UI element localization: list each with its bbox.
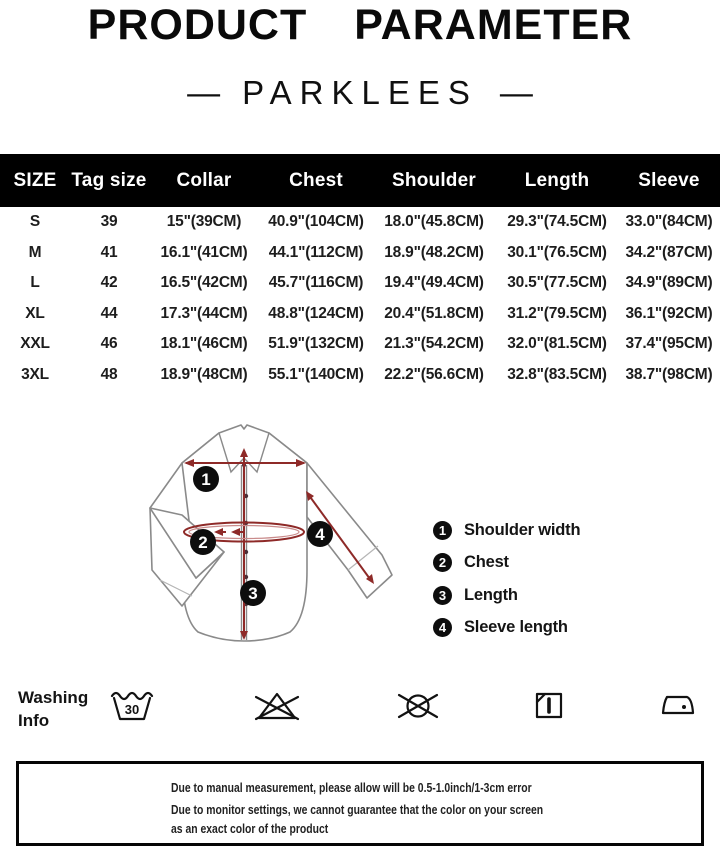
note-monitor-line1: Due to monitor settings, we cannot guarantee that the color on your screen bbox=[171, 802, 544, 817]
diagram-badge-1 bbox=[193, 466, 219, 492]
size-table-header bbox=[0, 154, 720, 207]
cell-length: 31.2"(79.5CM) bbox=[507, 304, 607, 322]
legend-bullet-2: 2 bbox=[433, 553, 452, 572]
table-row bbox=[0, 329, 720, 360]
cell-sleeve: 37.4"(95CM) bbox=[625, 335, 713, 353]
cell-collar: 16.1"(41CM) bbox=[160, 243, 248, 261]
cell-tag-size: 46 bbox=[100, 335, 118, 353]
cell-collar: 16.5"(42CM) bbox=[160, 274, 248, 292]
cell-size: XL bbox=[25, 304, 45, 322]
column-header-shoulder: Shoulder bbox=[392, 169, 476, 191]
cell-tag-size: 42 bbox=[100, 274, 118, 292]
cell-tag-size: 41 bbox=[100, 243, 118, 261]
svg-text:3: 3 bbox=[248, 584, 258, 603]
brand-dash-right: — bbox=[499, 74, 533, 111]
column-header-length: Length bbox=[524, 169, 590, 191]
legend-bullet-4: 4 bbox=[433, 618, 452, 637]
cell-collar: 18.1"(46CM) bbox=[160, 335, 248, 353]
cell-size: S bbox=[29, 213, 41, 231]
measurement-legend bbox=[433, 519, 580, 639]
cell-collar: 17.3"(44CM) bbox=[160, 304, 248, 322]
cell-sleeve: 34.2"(87CM) bbox=[625, 243, 713, 261]
cell-length: 32.8"(83.5CM) bbox=[507, 365, 607, 383]
cell-shoulder: 19.4"(49.4CM) bbox=[384, 274, 484, 292]
cell-sleeve: 36.1"(92CM) bbox=[625, 304, 713, 322]
table-row bbox=[0, 268, 720, 299]
cell-shoulder: 18.9"(48.2CM) bbox=[384, 243, 484, 261]
cell-length: 30.1"(76.5CM) bbox=[507, 243, 607, 261]
table-row bbox=[0, 207, 720, 238]
svg-text:1: 1 bbox=[201, 470, 211, 489]
table-row bbox=[0, 238, 720, 269]
note-measurement: Due to manual measurement, please allow will be 0.5-1.0inch/1-3cm error bbox=[171, 780, 532, 795]
cell-shoulder: 18.0"(45.8CM) bbox=[384, 213, 484, 231]
cell-shoulder: 21.3"(54.2CM) bbox=[384, 335, 484, 353]
cell-chest: 55.1"(140CM) bbox=[268, 365, 364, 383]
cell-collar: 15"(39CM) bbox=[166, 213, 242, 231]
column-header-size: SIZE bbox=[13, 169, 57, 191]
cell-size: M bbox=[28, 243, 42, 261]
cell-sleeve: 33.0"(84CM) bbox=[625, 213, 713, 231]
legend-bullet-1: 1 bbox=[433, 521, 452, 540]
washing-info-label: Washing Info bbox=[18, 688, 89, 730]
diagram-badge-3 bbox=[240, 580, 266, 606]
cell-size: XXL bbox=[20, 335, 50, 353]
machine-wash-30-icon bbox=[110, 688, 154, 722]
diagram-badge-4 bbox=[307, 521, 333, 547]
column-header-sleeve: Sleeve bbox=[638, 169, 700, 191]
notes-box bbox=[16, 761, 704, 846]
cell-sleeve: 34.9"(89CM) bbox=[625, 274, 713, 292]
cell-shoulder: 22.2"(56.6CM) bbox=[384, 365, 484, 383]
legend-item-chest bbox=[433, 552, 580, 574]
cell-chest: 48.8"(124CM) bbox=[268, 304, 364, 322]
cell-sleeve: 38.7"(98CM) bbox=[625, 365, 713, 383]
note-monitor-line2: as an exact color of the product bbox=[171, 821, 329, 836]
legend-item-shoulder-width bbox=[433, 519, 580, 541]
cell-length: 29.3"(74.5CM) bbox=[507, 213, 607, 231]
legend-label: Length bbox=[464, 585, 518, 604]
cell-tag-size: 39 bbox=[100, 213, 118, 231]
legend-label: Shoulder width bbox=[464, 520, 581, 539]
shirt-measurement-diagram bbox=[120, 420, 420, 670]
table-row bbox=[0, 299, 720, 330]
cell-tag-size: 44 bbox=[100, 304, 118, 322]
legend-bullet-3: 3 bbox=[433, 586, 452, 605]
svg-text:30: 30 bbox=[124, 702, 140, 717]
cell-chest: 51.9"(132CM) bbox=[268, 335, 364, 353]
table-row bbox=[0, 360, 720, 391]
cell-chest: 44.1"(112CM) bbox=[268, 243, 364, 261]
svg-text:4: 4 bbox=[315, 525, 325, 544]
legend-label: Sleeve length bbox=[464, 618, 568, 636]
legend-label: Chest bbox=[464, 553, 509, 571]
diagram-badge-2 bbox=[190, 529, 216, 555]
cell-length: 32.0"(81.5CM) bbox=[507, 335, 607, 353]
column-header-chest: Chest bbox=[289, 169, 343, 191]
cell-size: L bbox=[30, 274, 40, 292]
cell-shoulder: 20.4"(51.8CM) bbox=[384, 304, 484, 322]
cell-size: 3XL bbox=[21, 365, 49, 383]
column-header-tag-size: Tag size bbox=[71, 169, 147, 191]
cell-chest: 40.9"(104CM) bbox=[268, 213, 364, 231]
cell-length: 30.5"(77.5CM) bbox=[507, 274, 607, 292]
brand-dash-left: — bbox=[187, 74, 221, 111]
legend-item-sleeve-length bbox=[433, 617, 580, 639]
brand-row bbox=[0, 74, 720, 112]
svg-text:2: 2 bbox=[198, 533, 208, 552]
size-table-body bbox=[0, 207, 720, 390]
cell-chest: 45.7"(116CM) bbox=[268, 274, 364, 292]
column-header-collar: Collar bbox=[176, 169, 232, 191]
notes-text bbox=[171, 778, 667, 838]
cell-collar: 18.9"(48CM) bbox=[160, 365, 248, 383]
drip-dry-icon bbox=[535, 692, 563, 719]
brand-name: PARKLEES bbox=[242, 74, 478, 111]
legend-item-length bbox=[433, 584, 580, 606]
do-not-bleach-icon bbox=[254, 691, 300, 721]
page-title: PRODUCT PARAMETER bbox=[87, 1, 633, 49]
cell-tag-size: 48 bbox=[100, 365, 118, 383]
iron-low-icon bbox=[661, 693, 695, 717]
do-not-dry-clean-icon bbox=[396, 691, 440, 721]
